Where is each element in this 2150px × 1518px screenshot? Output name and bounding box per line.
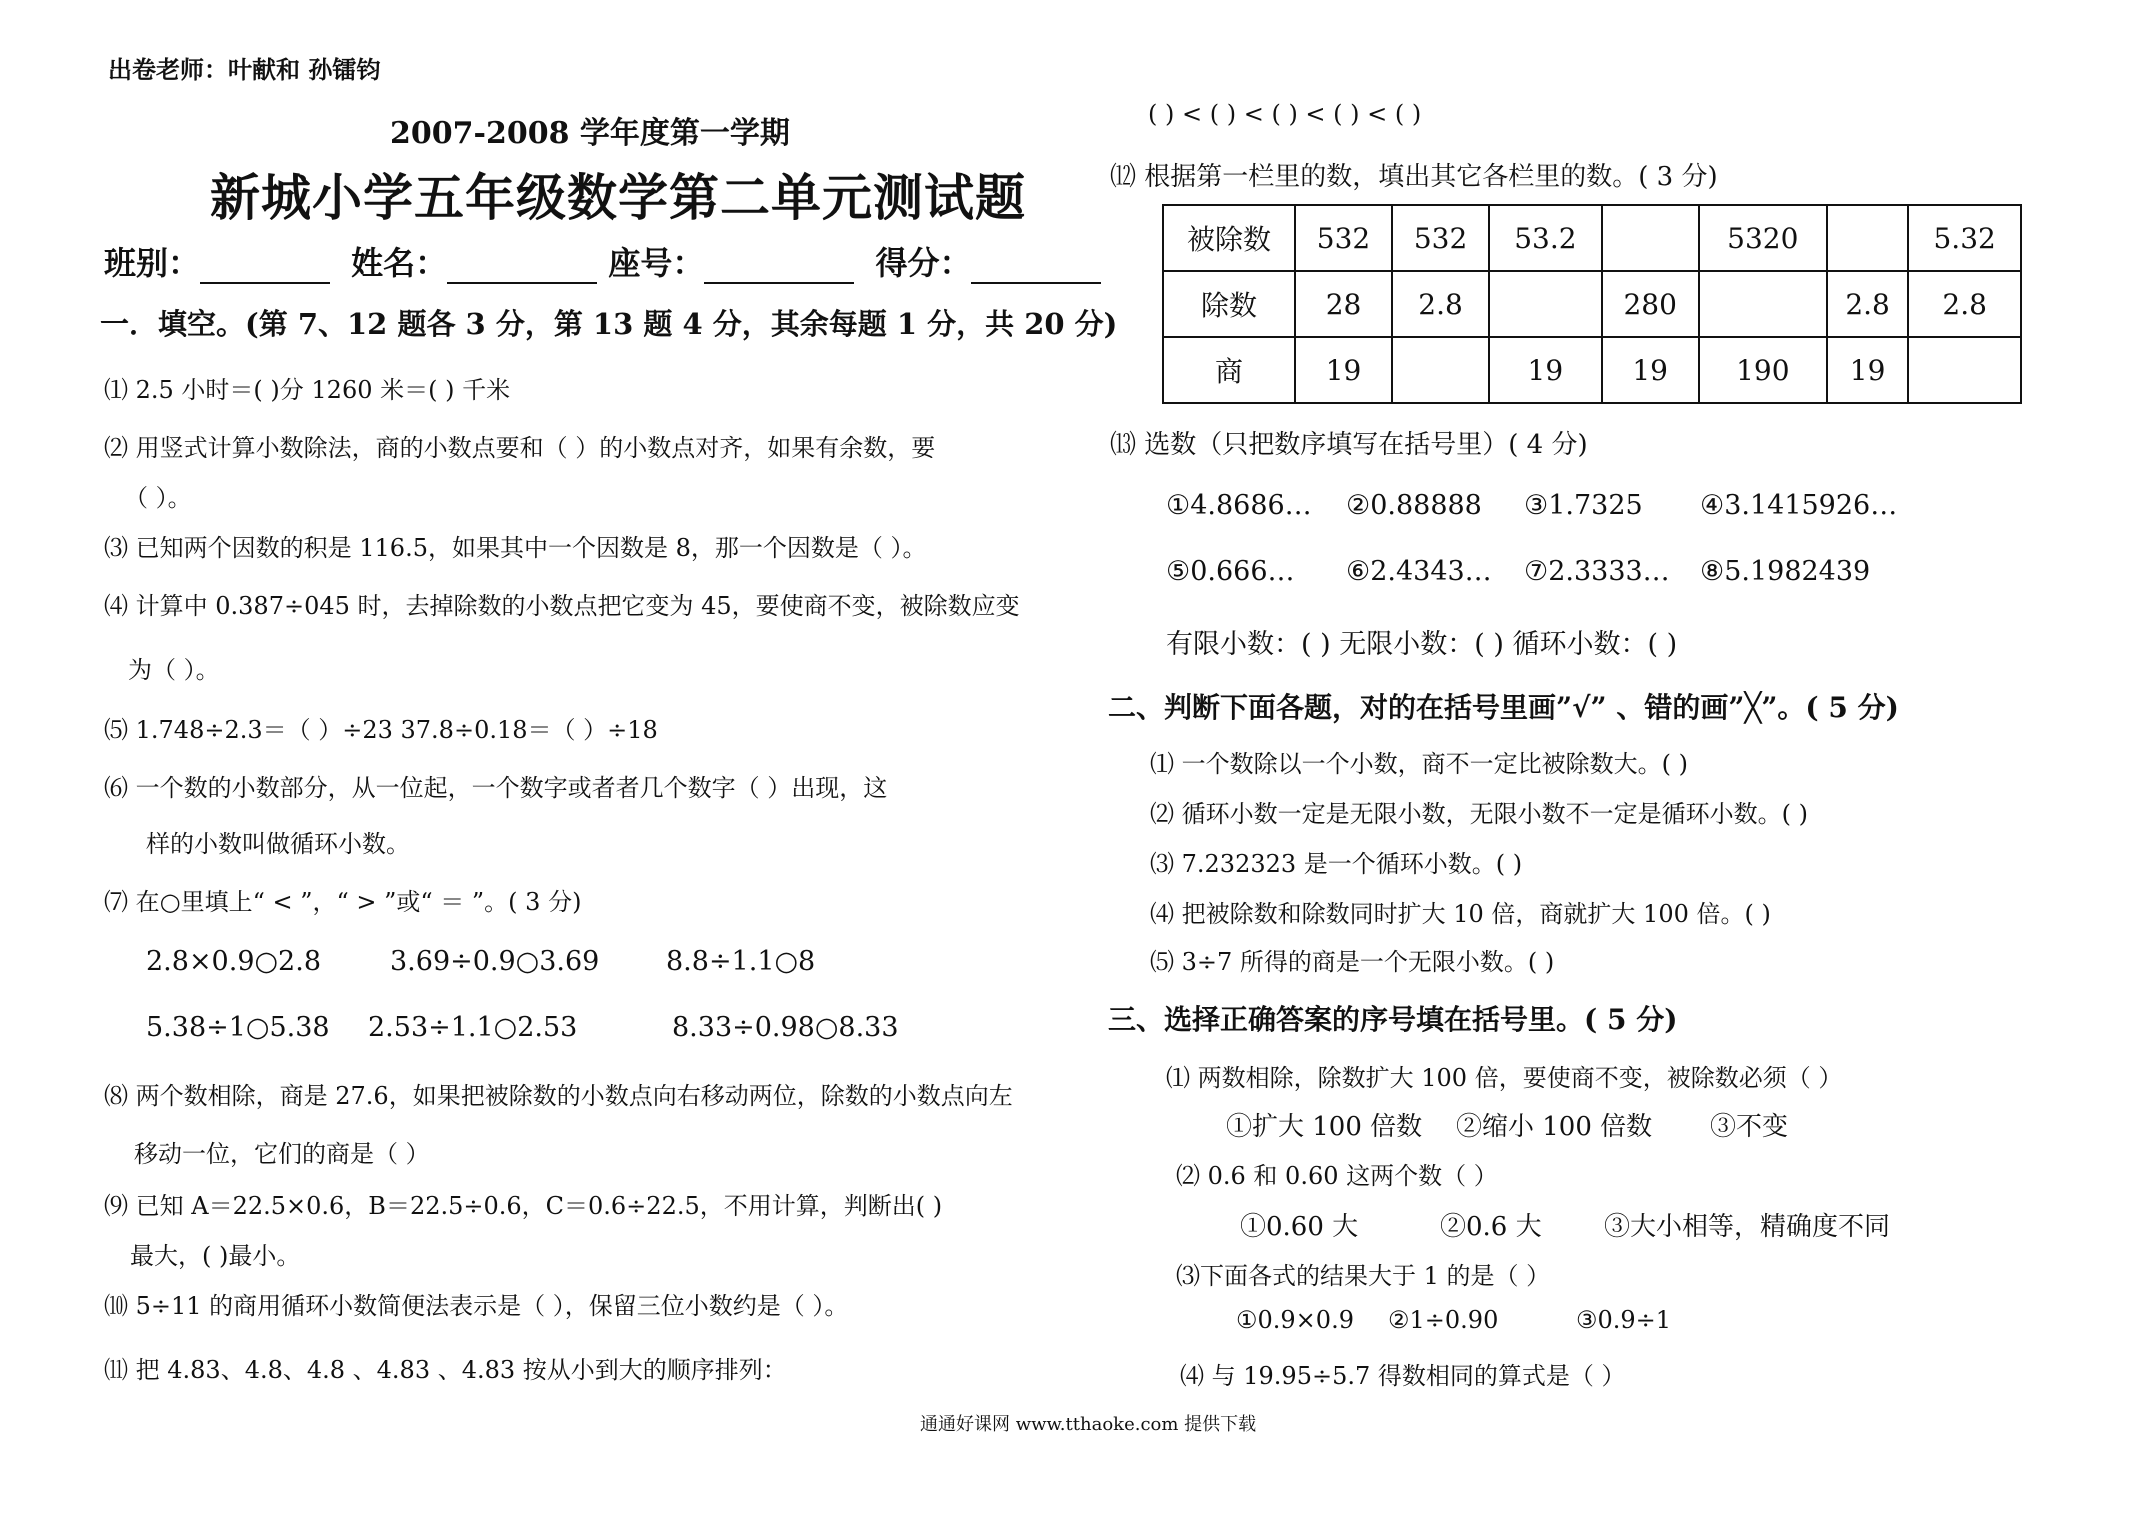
term-label: 2007-2008 学年度第一学期: [390, 116, 790, 151]
question-12-heading: ⑿ 根据第一栏里的数，填出其它各栏里的数。( 3 分): [1110, 162, 1718, 192]
question-8-line1: ⑻ 两个数相除，商是 27.6，如果把被除数的小数点向右移动两位，除数的小数点向左: [104, 1082, 1013, 1110]
q13-option: ②0.88888: [1346, 490, 1482, 521]
table-cell[interactable]: [1908, 337, 2021, 403]
choice-option: ③不变: [1710, 1112, 1789, 1142]
q13-option: ⑤0.666…: [1166, 556, 1295, 587]
choice-question-3: ⑶下面各式的结果大于 1 的是（ ）: [1176, 1262, 1551, 1290]
table-row: [1163, 271, 2021, 337]
judge-item: ⑷ 把被除数和除数同时扩大 10 倍，商就扩大 100 倍。( ): [1150, 900, 1771, 928]
section1-heading: 一．填空。(第 7、12 题各 3 分，第 13 题 4 分，其余每题 1 分，共 20 分): [100, 307, 1118, 341]
table-cell[interactable]: [1602, 205, 1699, 271]
judge-item: ⑶ 7.232323 是一个循环小数。( ): [1150, 850, 1523, 878]
question-3: ⑶ 已知两个因数的积是 116.5，如果其中一个因数是 8，那一个因数是（ ）。: [104, 534, 927, 562]
table-cell: 5320: [1699, 205, 1827, 271]
table-cell: 280: [1602, 271, 1699, 337]
q7-item: 2.53÷1.1○2.53: [368, 1012, 578, 1043]
q7-item: 2.8×0.9○2.8: [146, 946, 321, 977]
question-2-line1: ⑵ 用竖式计算小数除法，商的小数点要和（ ）的小数点对齐，如果有余数，要: [104, 434, 936, 462]
q13-option: ⑧5.1982439: [1700, 556, 1871, 587]
table-row: [1163, 205, 2021, 271]
table-cell: 2.8: [1827, 271, 1908, 337]
question-13-heading: ⒀ 选数（只把数序填写在括号里）( 4 分): [1110, 430, 1588, 460]
table-cell: 除数: [1163, 271, 1295, 337]
table-cell: 2.8: [1908, 271, 2021, 337]
q13-option: ③1.7325: [1524, 490, 1643, 521]
question-4-line1: ⑷ 计算中 0.387÷045 时，去掉除数的小数点把它变为 45，要使商不变，被除数应变: [104, 592, 1020, 620]
table-cell: 532: [1295, 205, 1392, 271]
question-6-line1: ⑹ 一个数的小数部分，从一位起，一个数字或者者几个数字（ ）出现，这: [104, 774, 888, 802]
table-cell: 19: [1602, 337, 1699, 403]
table-cell: 19: [1295, 337, 1392, 403]
question-2-line2: （ ）。: [124, 484, 192, 512]
question-6-line2: 样的小数叫做循环小数。: [146, 830, 410, 858]
table-cell[interactable]: [1699, 271, 1827, 337]
table-cell[interactable]: [1489, 271, 1602, 337]
choice-option: ②1÷0.90: [1388, 1306, 1499, 1334]
question-9-line2: 最大，( )最小。: [130, 1242, 301, 1270]
score-field[interactable]: [971, 254, 1101, 284]
table-cell[interactable]: [1392, 337, 1489, 403]
q13-answers: 有限小数：( ) 无限小数：( ) 循环小数：( ): [1166, 629, 1678, 660]
q7-item: 8.33÷0.98○8.33: [672, 1012, 899, 1043]
choice-question-4: ⑷ 与 19.95÷5.7 得数相同的算式是（ ）: [1180, 1362, 1626, 1390]
q7-item: 8.8÷1.1○8: [666, 946, 816, 977]
table-cell: 532: [1392, 205, 1489, 271]
table-cell[interactable]: [1827, 205, 1908, 271]
table-cell: 190: [1699, 337, 1827, 403]
name-label: 姓名：: [351, 244, 448, 282]
choice-question-2: ⑵ 0.6 和 0.60 这两个数（ ）: [1176, 1162, 1498, 1190]
judge-item: ⑵ 循环小数一定是无限小数，无限小数不一定是循环小数。( ): [1150, 800, 1808, 828]
table-cell: 28: [1295, 271, 1392, 337]
table-cell: 2.8: [1392, 271, 1489, 337]
choice-option: ①0.60 大: [1240, 1212, 1359, 1242]
question-4-line2: 为（ ）。: [128, 656, 220, 684]
footer-credit: 通通好课网 www.tthaoke.com 提供下载: [920, 1414, 1257, 1435]
question-9-line1: ⑼ 已知 A＝22.5×0.6，B＝22.5÷0.6，C＝0.6÷22.5，不用计算，判断出( ): [104, 1192, 943, 1220]
q13-option: ⑥2.4343…: [1346, 556, 1492, 587]
q7-item: 5.38÷1○5.38: [146, 1012, 330, 1043]
question-1: ⑴ 2.5 小时＝( )分 1260 米＝( ) 千米: [104, 376, 511, 404]
choice-option: ②缩小 100 倍数: [1456, 1112, 1653, 1142]
question-7-heading: ⑺ 在○里填上“ < ”，“ > ”或“ ＝ ”。( 3 分): [104, 888, 582, 916]
teacher-names: 出卷老师：叶献和 孙镭钧: [108, 55, 381, 84]
question-5: ⑸ 1.748÷2.3＝（ ）÷23 37.8÷0.18＝（ ）÷18: [104, 716, 658, 744]
name-field[interactable]: [447, 254, 597, 284]
choice-option: ②0.6 大: [1440, 1212, 1542, 1242]
info-fields: [104, 238, 1101, 284]
seat-label: 座号：: [608, 244, 705, 282]
section2-heading: 二、判断下面各题，对的在括号里画”√” 、错的画”╳”。( 5 分): [1108, 691, 1899, 724]
choice-option: ①扩大 100 倍数: [1226, 1112, 1423, 1142]
judge-item: ⑴ 一个数除以一个小数，商不一定比被除数大。( ): [1150, 750, 1688, 778]
section3-heading: 三、选择正确答案的序号填在括号里。( 5 分): [1108, 1003, 1678, 1036]
q13-option: ④3.1415926…: [1700, 490, 1898, 521]
choice-option: ③大小相等，精确度不同: [1604, 1212, 1891, 1242]
judge-item: ⑸ 3÷7 所得的商是一个无限小数。( ): [1150, 948, 1555, 976]
table-row: [1163, 337, 2021, 403]
choice-option: ①0.9×0.9: [1236, 1306, 1354, 1334]
division-table: [1162, 204, 2022, 404]
table-cell: 19: [1827, 337, 1908, 403]
question-8-line2: 移动一位，它们的商是（ ）: [134, 1140, 430, 1168]
score-label: 得分：: [875, 244, 972, 282]
table-cell: 53.2: [1489, 205, 1602, 271]
choice-question-1: ⑴ 两数相除，除数扩大 100 倍，要使商不变，被除数必须（ ）: [1166, 1064, 1843, 1092]
question-11: ⑾ 把 4.83、4.8、4.8 、4.83 、4.83 按从小到大的顺序排列：: [104, 1356, 787, 1384]
q13-option: ①4.8686…: [1166, 490, 1312, 521]
order-blanks: ( ) < ( ) < ( ) < ( ) < ( ): [1148, 100, 1422, 128]
question-10: ⑽ 5÷11 的商用循环小数简便法表示是（ ），保留三位小数约是（ ）。: [104, 1292, 849, 1320]
class-field[interactable]: [200, 254, 330, 284]
page-title: 新城小学五年级数学第二单元测试题: [210, 168, 1026, 227]
table-cell: 19: [1489, 337, 1602, 403]
q13-option: ⑦2.3333…: [1524, 556, 1670, 587]
choice-option: ③0.9÷1: [1576, 1306, 1672, 1334]
table-cell: 商: [1163, 337, 1295, 403]
seat-field[interactable]: [704, 254, 854, 284]
class-label: 班别：: [104, 244, 201, 282]
table-cell: 5.32: [1908, 205, 2021, 271]
q7-item: 3.69÷0.9○3.69: [390, 946, 600, 977]
table-cell: 被除数: [1163, 205, 1295, 271]
